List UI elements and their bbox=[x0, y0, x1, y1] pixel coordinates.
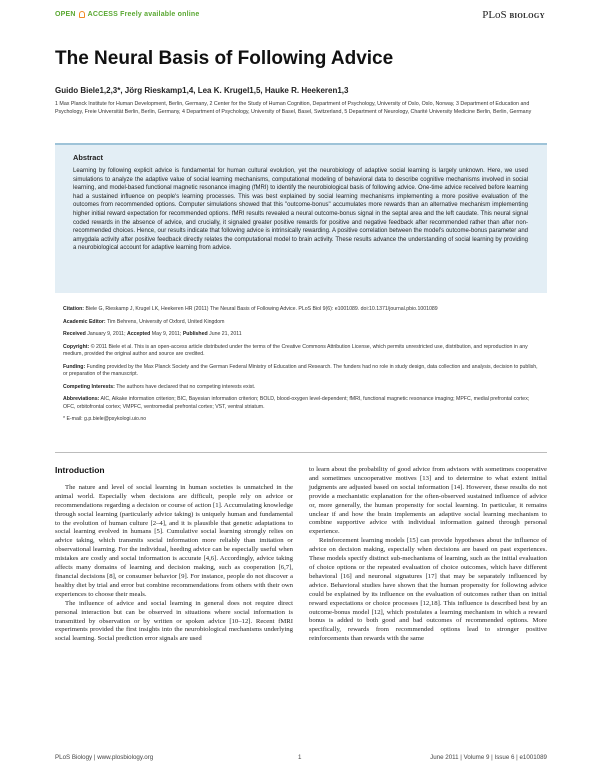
body-paragraph: The influence of advice and social learning in general does not require direct personal interaction but can be observed in situations where social information is transmitted by observation or by written or spoken advice [10–12]. Recent fMRI experiments provided the first insights into the neurobiological mechanisms underlying social learning. Social prediction error signals are used bbox=[55, 599, 293, 643]
published-label: Published bbox=[182, 331, 208, 337]
open-lock-icon bbox=[79, 11, 85, 18]
funding-label: Funding: bbox=[63, 363, 86, 370]
article-metadata bbox=[63, 306, 543, 429]
body-paragraph: The nature and level of social learning in human societies is unmatched in the animal world. Especially when decisions are difficult, people rely on advice or recommendations regarding a decision or course of action [1]. Accumulating knowledge through social learning (particularly advice taking) is uniquely human and fundamental to the evolution of human culture [2–4], and it is plausible that genetic adaptations to social learning evolved in humans [5]. Cumulative social learning strongly relies on advice taking, which transmits social information more reliably than imitation or observational learning. For the individual, heeding advice can be especially useful when mistakes are costly and social information is accurate [4,6]. Accordingly, advice taking affects many domains of learning and decision making, such as cooperation [6,7], financial decisions [8], or consumer behavior [9]. For instance, people do not discover a healthy diet by trial and error but combine recommendations from others with their own experiences to choose their meals. bbox=[55, 483, 293, 598]
abbreviations-row bbox=[63, 396, 543, 411]
citation-text[interactable]: Biele G, Rieskamp J, Krugel LK, Heekeren HR (2011) The Neural Basis of Following Advice. PLoS Biol 9(6): e1001089. doi:10.1371/journal.pbio.1001089 bbox=[85, 306, 438, 312]
funding-row bbox=[63, 364, 543, 379]
open-access-badge bbox=[55, 11, 199, 18]
abstract-box bbox=[55, 143, 547, 293]
dates-row bbox=[63, 331, 543, 339]
editor-row bbox=[63, 319, 543, 327]
body-paragraph: Reinforcement learning models [15] can provide hypotheses about the influence of advice on decision making, especially when decisions are based on past experiences. These models specify distinct sub-mechanisms of learning, such as the initial evaluation of choice options or the repeated evaluation of choice outcomes, which have different behavioral [16] and neuronal signatures [17] that may be separately influenced by advice. Behavioral studies have shown that the human propensity for following advice could be explained by its influence on the evaluation of outcomes rather than on initial reward expectations or choice processes [12,18]. This influence is described best by an outcome-bonus model [12], which postulates a learning mechanism in which a reward bonus is added to both good and bad outcomes of recommended options. More specifically, rewards from recommended options lead to stronger positive reinforcements than rewards with the same bbox=[309, 537, 547, 643]
competing-label: Competing Interests: bbox=[63, 383, 115, 390]
corresponding-email[interactable]: * E-mail: g.p.biele@psykologi.uio.no bbox=[63, 416, 147, 422]
email-row bbox=[63, 416, 543, 424]
citation-row bbox=[63, 306, 543, 314]
author-list: Guido Biele1,2,3*, Jörg Rieskamp1,4, Lea K. Krugel1,5, Hauke R. Heekeren1,3 bbox=[55, 86, 349, 95]
abbreviations-text: AIC, Aikake information criterion; BIC, Bayesian information criterion; BOLD, blood-oxygen level-dependent; fMRI, functional magnetic resonance imaging; MPFC, medial prefrontal cortex; OFC, orbitofrontal cortex; VMPFC, ventromedial prefrontal cortex; VST, ventral striatum. bbox=[63, 396, 530, 410]
page-number: 1 bbox=[298, 754, 302, 761]
abstract-text: Learning by following explicit advice is fundamental for human cultural evolution, yet the neurobiology of adaptive social learning is largely unknown. Here, we used simulations to analyze the adaptive value of social learning mechanisms, computational modeling of behavioral data to describe cognitive mechanisms involved in social learning, and model-based functional magnetic resonance imaging (fMRI) to identify the neurobiological basis of following advice. One-time advice received before learning had a sustained influence on people's learning processes. This was best explained by social learning mechanisms implementing a more positive evaluation of the outcomes from recommended options. Computer simulations showed that this "outcome-bonus" accumulates more rewards than an alternative mechanism implementing higher initial reward expectation for recommended options. fMRI results revealed a neural outcome-bonus signal in the septal area and the left caudate. This neural signal coded rewards in the absence of advice, and crucially, it signaled greater positive rewards for positive and negative feedback after recommended rather than after non-recommended choices. Hence, our results indicate that following advice is intrinsically rewarding. A positive correlation between the model's outcome-bonus parameter and amygdala activity after positive feedback directly relates the computational model to brain activity. These results advance the understanding of social learning by providing a neurobiological account for adaptive learning from advice. bbox=[73, 168, 528, 252]
section-divider bbox=[55, 452, 547, 453]
received-label: Received bbox=[63, 331, 86, 337]
received-date: January 9, 2011; bbox=[87, 331, 126, 337]
funding-text: Funding provided by the Max Planck Society and the German Federal Ministry of Education and Research. The funders had no role in study design, data collection and analysis, decision to publish, or preparation of the manuscript. bbox=[63, 363, 538, 377]
footer-issue: June 2011 | Volume 9 | Issue 6 | e1001089 bbox=[430, 754, 547, 761]
article-title: The Neural Basis of Following Advice bbox=[55, 48, 394, 69]
abbreviations-label: Abbreviations: bbox=[63, 396, 100, 402]
body-column-right bbox=[309, 466, 547, 644]
copyright-label: Copyright: bbox=[63, 343, 90, 350]
body-paragraph: to learn about the probability of good advice from advisors with sometimes cooperative and sometimes uncooperative motives [13] and to determine to what extent initial judgments are adjusted based on social information [14]. However, these results do not provide a mechanistic explanation for the often-observed sustained influence of advice or, more generally, the human propensity for social learning. In particular, it remains unclear if and how the brain implements an adaptive social learning mechanism to combine supportive advice with individual information gained through personal experience. bbox=[309, 466, 547, 536]
journal-header bbox=[55, 11, 545, 25]
citation-label: Citation: bbox=[63, 306, 85, 312]
copyright-text: © 2011 Biele et al. This is an open-access article distributed under the terms of the Creative Commons Attribution License, which permits unrestricted use, distribution, and reproduction in any medium, provided the original author and source are credited. bbox=[63, 343, 528, 357]
plos-biology-logo[interactable] bbox=[482, 9, 545, 21]
competing-interests-row bbox=[63, 384, 543, 392]
accepted-date: May 9, 2011; bbox=[151, 331, 182, 337]
logo-main: PLoS bbox=[482, 9, 507, 21]
copyright-row bbox=[63, 344, 543, 359]
open-access-label: OPEN bbox=[55, 11, 76, 18]
abstract-heading: Abstract bbox=[73, 153, 103, 162]
published-date: June 21, 2011 bbox=[209, 331, 242, 337]
introduction-heading: Introduction bbox=[55, 465, 105, 475]
competing-text: The authors have declared that no competing interests exist. bbox=[116, 383, 256, 390]
editor-text: Tim Behrens, University of Oxford, United Kingdom bbox=[107, 318, 225, 325]
accepted-label: Accepted bbox=[126, 331, 151, 337]
editor-label: Academic Editor: bbox=[63, 318, 106, 325]
logo-sub: BIOLOGY bbox=[509, 12, 545, 20]
body-column-left bbox=[55, 466, 293, 644]
affiliations: 1 Max Planck Institute for Human Development, Berlin, Germany, 2 Center for the Study of Human Cognition, Department of Psychology, University of Oslo, Oslo, Norway, 3 Department of Education and Psychology, Freie Universität Berlin, Berlin, Germany, 4 Department of Psychology, University of Basel, Basel, Switzerland, 5 Department of Neurology, Charité University Medicine Berlin, Berlin, Germany bbox=[55, 101, 532, 116]
footer-journal[interactable]: PLoS Biology | www.plosbiology.org bbox=[55, 754, 154, 761]
open-access-suffix: ACCESS Freely available online bbox=[87, 11, 200, 18]
